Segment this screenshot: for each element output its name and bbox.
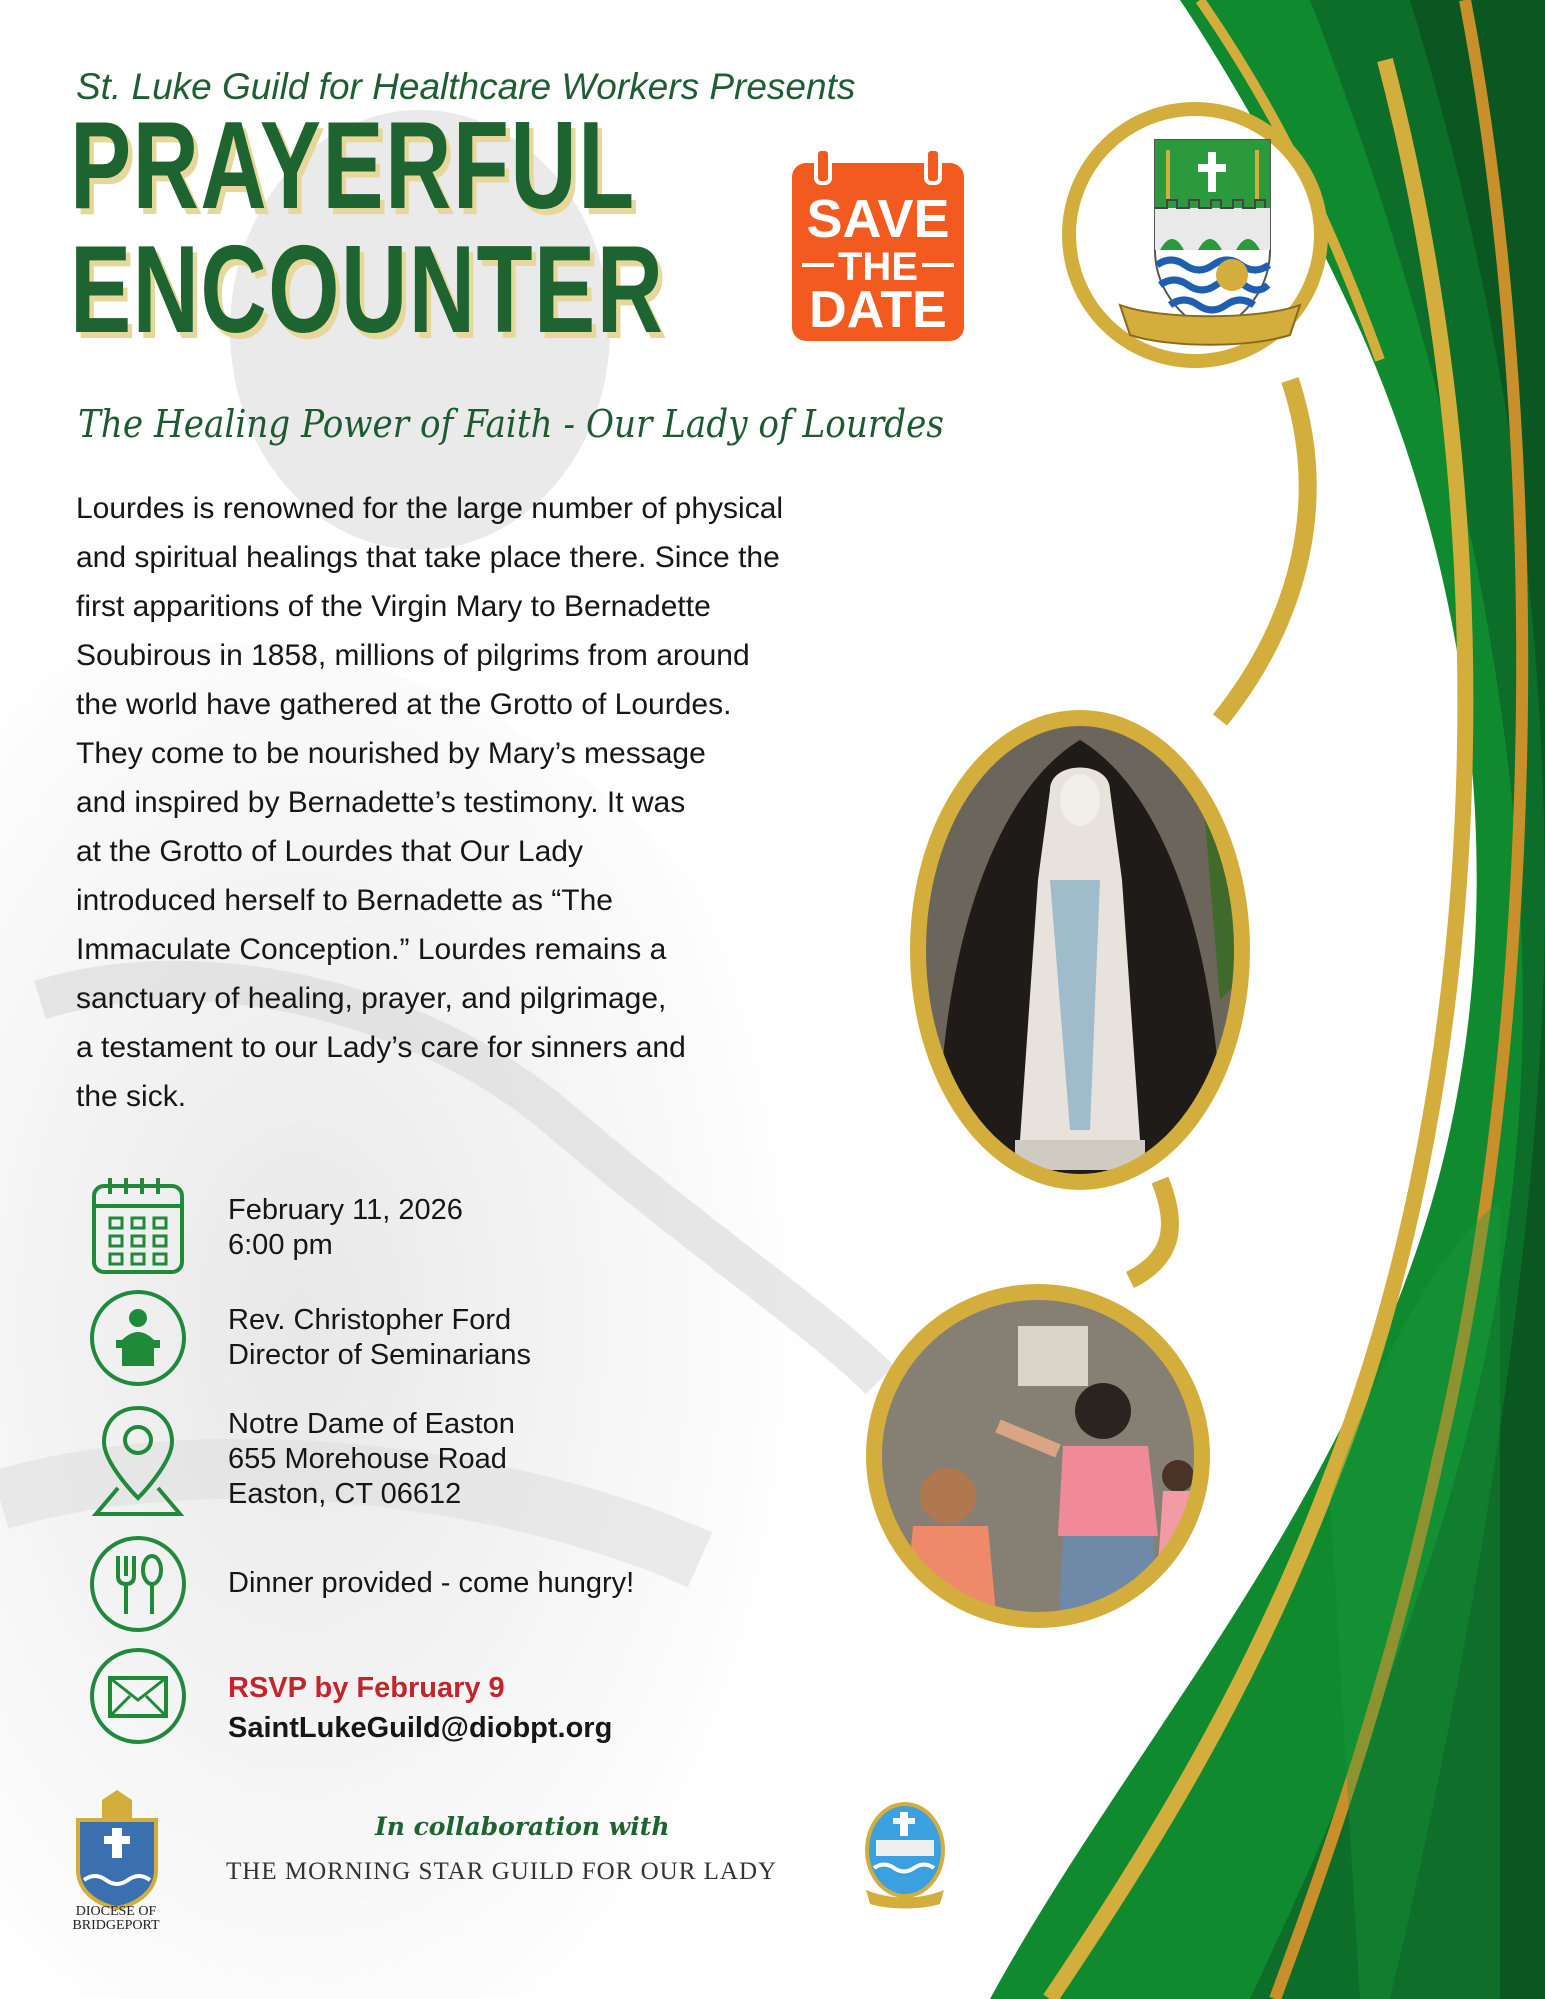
guild-crest-logo <box>1060 100 1330 370</box>
body-line: at the Grotto of Lourdes that Our Lady <box>76 835 583 868</box>
body-line: Lourdes is renowned for the large number of physical <box>76 492 784 525</box>
location-block <box>228 1407 515 1512</box>
date-time-block <box>228 1193 463 1263</box>
speaker-title: Director of Seminarians <box>228 1339 531 1371</box>
diocese-name <box>60 1905 172 1933</box>
collaboration-label: In collaboration with <box>375 1812 670 1841</box>
date-word: DATE <box>809 281 947 339</box>
speaker-block <box>228 1303 531 1373</box>
event-date: February 11, 2026 <box>228 1194 463 1226</box>
save-the-date-badge <box>788 145 968 345</box>
body-line: Immaculate Conception.” Lourdes remains a <box>76 933 667 966</box>
body-line: and spiritual healings that take place there. Since the <box>76 541 780 574</box>
calendar-icon <box>88 1176 188 1276</box>
description-paragraph <box>76 484 956 1121</box>
fork-spoon-icon <box>88 1534 188 1634</box>
diocese-line-1: DIOCESE OF <box>75 1904 157 1919</box>
location-pin-icon <box>88 1400 188 1520</box>
subtitle: The Healing Power of Faith - Our Lady of Lourdes <box>78 402 944 446</box>
save-word: SAVE <box>806 189 950 249</box>
body-line: introduced herself to Bernadette as “The <box>76 884 613 917</box>
partner-guild-name: THE MORNING STAR GUILD FOR OUR LADY <box>226 1858 778 1885</box>
body-line: the world have gathered at the Grotto of Lourdes. <box>76 688 732 721</box>
body-line: sanctuary of healing, prayer, and pilgrimage, <box>76 982 667 1015</box>
envelope-icon <box>88 1646 188 1746</box>
rsvp-email[interactable]: SaintLukeGuild@diobpt.org <box>228 1712 613 1744</box>
body-line: and inspired by Bernadette’s testimony. It was <box>76 786 686 819</box>
event-title <box>70 97 665 359</box>
dinner-note: Dinner provided - come hungry! <box>228 1567 635 1599</box>
venue-address: 655 Morehouse Road <box>228 1443 507 1475</box>
speaker-podium-icon <box>88 1288 188 1388</box>
diocese-crest-logo <box>72 1790 162 1910</box>
body-line: first apparitions of the Virgin Mary to Bernadette <box>76 590 711 623</box>
event-time: 6:00 pm <box>228 1229 333 1261</box>
rsvp-block <box>228 1668 612 1748</box>
the-word: THE <box>838 245 918 289</box>
body-line: Soubirous in 1858, millions of pilgrims from around <box>76 639 750 672</box>
presents-line: St. Luke Guild for Healthcare Workers Presents <box>76 66 856 107</box>
speaker-name: Rev. Christopher Ford <box>228 1304 512 1336</box>
body-line: a testament to our Lady’s care for sinners and <box>76 1031 686 1064</box>
title-line-1: PRAYERFUL <box>70 97 636 235</box>
venue-city: Easton, CT 06612 <box>228 1478 462 1510</box>
venue-name: Notre Dame of Easton <box>228 1408 515 1440</box>
morning-star-guild-logo <box>860 1800 950 1910</box>
title-line-2: ENCOUNTER <box>70 221 665 359</box>
pilgrims-grotto-photo <box>858 1276 1218 1636</box>
body-line: They come to be nourished by Mary’s message <box>76 737 706 770</box>
diocese-line-2: BRIDGEPORT <box>72 1918 160 1933</box>
rsvp-deadline: RSVP by February 9 <box>228 1672 505 1704</box>
body-line: the sick. <box>76 1080 187 1113</box>
